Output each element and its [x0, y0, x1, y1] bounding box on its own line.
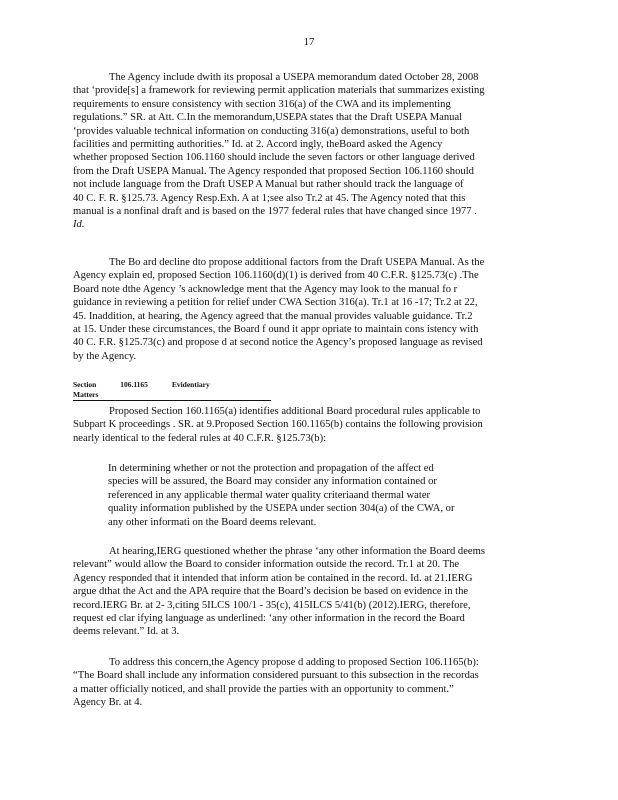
paragraph-usepa-memorandum	[73, 71, 535, 232]
paragraph-line: Subpart K proceedings . SR. at 9.Proposed Section 160.1165(b) contains the following provision	[73, 419, 483, 431]
block-quote	[108, 462, 498, 529]
paragraph-line: Proposed Section 160.1165(a) identifies additional Board procedural rules applicable to	[109, 406, 481, 417]
paragraph-line: Board note dthe Agency ’s acknowledge ment that the Agency may look to the manual fo r	[73, 283, 458, 295]
paragraph-line: nearly identical to the federal rules at 40 C.F.R. §125.73(b):	[73, 432, 327, 444]
paragraph-line: request ed clar ifying language as underlined: ‘any other information in the record the Board	[73, 612, 465, 624]
paragraph-line: At hearing,IERG questioned whether the phrase ‘any other information the Board deems	[109, 546, 485, 557]
paragraph-line: record.IERG Br. at 2- 3,citing 5ILCS 100/1 - 35(c), 415ILCS 5/41(b) (2012).IERG, therefore,	[73, 599, 471, 611]
paragraph-line: The Bo ard decline dto propose additional factors from the Draft USEPA Manual. As the	[109, 257, 485, 268]
heading-section-word: Section	[73, 380, 97, 389]
paragraph-line: requirements to ensure consistency with section 316(a) of the CWA and its implementing	[73, 98, 451, 110]
paragraph-line: facilities and permitting authorities.” Id. at 2. Accord ingly, theBoard asked the Agency	[73, 138, 443, 150]
paragraph-ierg-hearing	[73, 545, 535, 639]
paragraph-line: 45. Inaddition, at hearing, the Agency agreed that the manual provides valuable guidance. Tr.2	[73, 310, 473, 322]
paragraph-line: Agency explain ed, proposed Section 106.1160(d)(1) is derived from 40 C.F.R. §125.73(c) .The	[73, 270, 479, 282]
paragraph-line: at 15. Under these circumstances, the Board f ound it appr opriate to maintain cons istency with	[73, 323, 479, 335]
paragraph-line: “The Board shall include any information considered pursuant to this subsection in the recordas	[73, 670, 479, 682]
paragraph-line: Agency Br. at 4.	[73, 697, 143, 709]
paragraph-line: 40 C. F. R. §125.73. Agency Resp.Exh. A at 1;see also Tr.2 at 45. The Agency noted that this	[73, 192, 466, 204]
paragraph-line: from the Draft USEPA Manual. The Agency responded that proposed Section 106.1160 should	[73, 165, 474, 177]
paragraph-board-decision	[73, 256, 535, 363]
paragraph-line: whether proposed Section 106.1160 should include the seven factors or other language derived	[73, 152, 475, 164]
paragraph-line: manual is a nonfinal draft and is based on the 1977 federal rules that have changed since 1977 .	[73, 205, 477, 217]
quote-line: In determining whether or not the protection and propagation of the affect ed	[108, 463, 434, 474]
quote-line: species will be assured, the Board may consider any information contained or	[108, 476, 437, 488]
paragraph-line: a matter officially noticed, and shall provide the parties with an opportunity to comment.”	[73, 683, 454, 695]
paragraph-line: relevant” would allow the Board to consider information outside the record. Tr.1 at 20. The	[73, 559, 460, 571]
page-number: 17	[303, 36, 315, 48]
paragraph-line: that ‘provide[s] a framework for reviewing permit application materials that summarizes existing	[73, 85, 485, 97]
heading-section-number: 106.1165	[120, 380, 148, 389]
quote-line: referenced in any applicable thermal water quality criteriaand thermal water	[108, 489, 431, 501]
paragraph-line: by the Agency.	[73, 350, 137, 362]
paragraph-line: Agency responded that it intended that inform ation be contained in the record. Id. at 21.IERG	[73, 572, 473, 584]
paragraph-proposed-section	[73, 405, 535, 445]
paragraph-line: 40 C. F.R. §125.73(c) and propose d at second notice the Agency’s proposed language as revised	[73, 337, 483, 349]
paragraph-line: guidance in reviewing a petition for relief under CWA Section 316(a). Tr.1 at 16 -17; Tr.2 at 22,	[73, 297, 478, 309]
paragraph-line: not include language from the Draft USEP A Manual but rather should track the language of	[73, 179, 464, 191]
paragraph-line: Id.	[73, 219, 85, 231]
quote-line: any other informati on the Board deems relevant.	[108, 516, 317, 528]
paragraph-line: ‘provides valuable technical information on conducting 316(a) demonstrations, useful to both	[73, 125, 470, 137]
heading-title-word: Evidentiary	[171, 380, 210, 389]
heading-title-word: Matters	[73, 390, 99, 399]
paragraph-line: regulations.” SR. at Att. C.In the memorandum,USEPA states that the Draft USEPA Manual	[73, 112, 463, 124]
paragraph-line: deems relevant.” Id. at 3.	[73, 626, 180, 638]
paragraph-line: The Agency include dwith its proposal a USEPA memorandum dated October 28, 2008	[109, 72, 479, 83]
paragraph-line: To address this concern,the Agency propose d adding to proposed Section 106.1165(b):	[109, 657, 479, 668]
section-heading	[73, 380, 271, 401]
paragraph-agency-proposal	[73, 656, 535, 710]
paragraph-line: argue dthat the Act and the APA require that the Board’s decision be based on evidence in the	[73, 586, 469, 598]
quote-line: quality information published by the USEPA under section 304(a) of the CWA, or	[108, 503, 455, 515]
